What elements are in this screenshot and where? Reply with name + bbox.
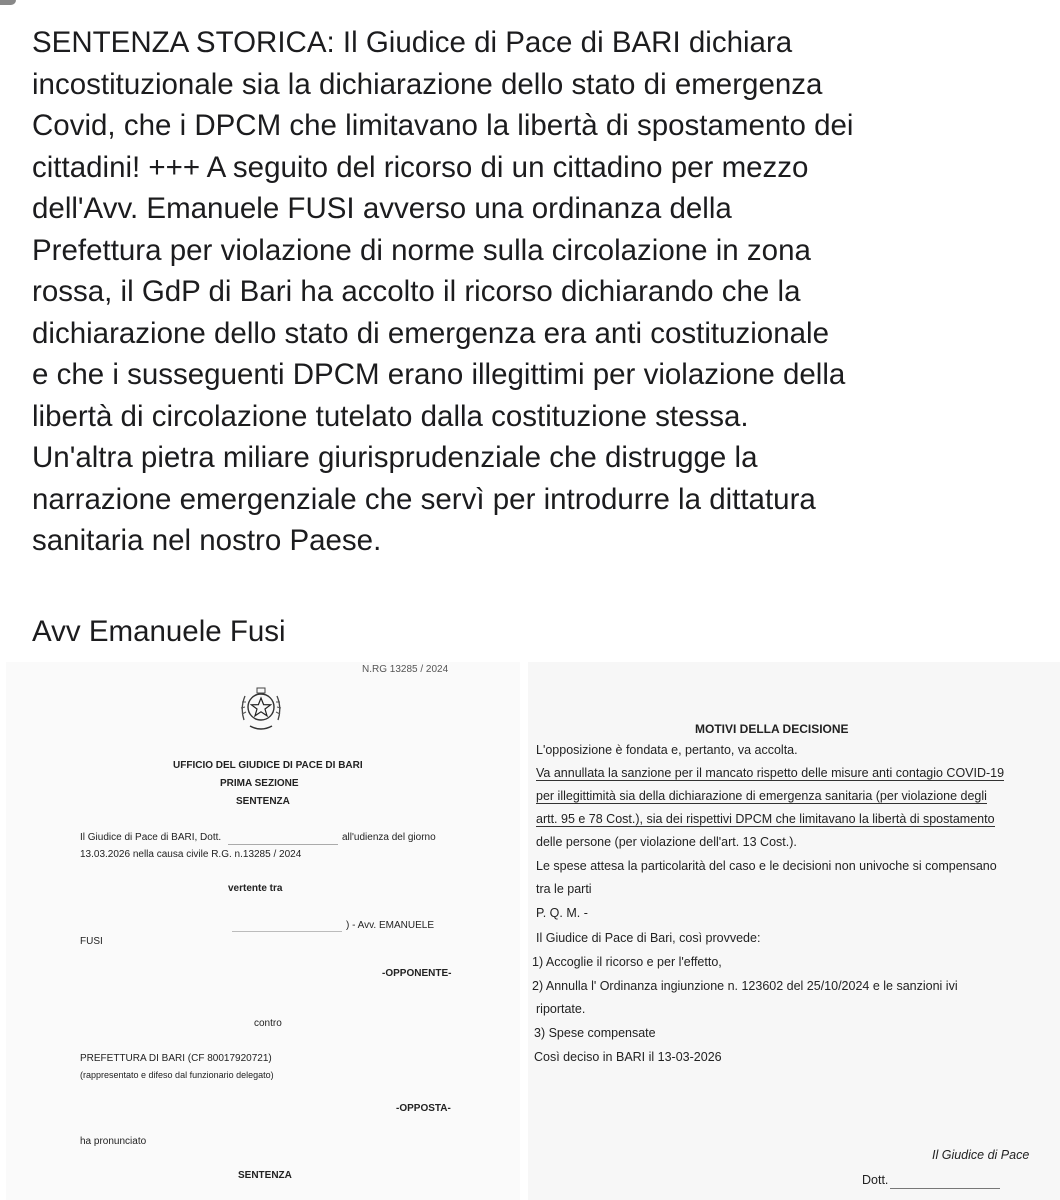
decision-line: Il Giudice di Pace di Bari, così provvede: bbox=[536, 931, 761, 945]
decision-line: Va annullata la sanzione per il mancato rispetto delle misure anti contagio COVID-19 bbox=[536, 766, 1005, 780]
post-line: Un'altra pietra miliare giurisprudenziale che distrugge la bbox=[32, 441, 758, 474]
office-heading: UFFICIO DEL GIUDICE DI PACE DI BARI bbox=[173, 760, 363, 771]
decision-heading: MOTIVI DELLA DECISIONE bbox=[695, 722, 849, 736]
against-label: contro bbox=[254, 1018, 282, 1029]
decision-line: riportate. bbox=[536, 1002, 586, 1016]
signature-name: Dott. bbox=[862, 1173, 889, 1187]
post-line: e che i susseguenti DPCM erano illegittimi per violazione della bbox=[32, 358, 846, 391]
judge-intro: Il Giudice di Pace di BARI, Dott. bbox=[80, 832, 222, 843]
decision-line: Così deciso in BARI il 13-03-2026 bbox=[534, 1050, 722, 1064]
post-line: narrazione emergenziale che servì per introdurre la dittatura bbox=[32, 482, 816, 516]
decision-line: tra le parti bbox=[536, 882, 592, 896]
opponent-label: -OPPONENTE- bbox=[382, 968, 452, 979]
decision-line: L'opposizione è fondata e, pertanto, va accolta. bbox=[536, 743, 798, 757]
section-heading: PRIMA SEZIONE bbox=[220, 778, 299, 789]
post-line: rossa, il GdP di Bari ha accolto il ricorso dichiarando che la bbox=[32, 275, 801, 308]
post-line: dichiarazione dello stato di emergenza era anti costituzionale bbox=[32, 316, 829, 350]
decision-line: P. Q. M. - bbox=[536, 906, 588, 920]
lawyer-surname: FUSI bbox=[80, 936, 103, 947]
top-edge-fragment bbox=[0, 0, 16, 5]
post-line: cittadini! +++ A seguito del ricorso di un cittadino per mezzo bbox=[32, 150, 809, 184]
decision-line: artt. 95 e 78 Cost.), sia dei rispettivi DPCM che limitavano la libertà di spostamento bbox=[536, 812, 995, 826]
decision-line: Le spese attesa la particolarità del caso e le decisioni non univoche si compensano bbox=[536, 859, 997, 873]
post-line: libertà di circolazione tutelato dalla costituzione stessa. bbox=[32, 399, 749, 433]
post-line: SENTENZA STORICA: Il Giudice di Pace di BARI dichiara bbox=[32, 26, 793, 59]
hearing-date: 13.03.2026 nella causa civile R.G. n.13285 / 2024 bbox=[80, 849, 302, 860]
post-line: sanitaria nel nostro Paese. bbox=[32, 524, 382, 557]
between-label: vertente tra bbox=[228, 883, 283, 894]
post-line: dell'Avv. Emanuele FUSI avverso una ordinanza della bbox=[32, 192, 732, 225]
signature-title: Il Giudice di Pace bbox=[932, 1148, 1030, 1162]
signature-line bbox=[890, 1188, 1000, 1189]
post-author: Avv Emanuele Fusi bbox=[32, 615, 286, 648]
decision-line: delle persone (per violazione dell'art. 13 Cost.). bbox=[536, 835, 797, 849]
prefecture-representation: (rappresentato e difeso dal funzionario delegato) bbox=[80, 1070, 274, 1080]
post-line: incostituzionale sia la dichiarazione dello stato di emergenza bbox=[32, 67, 823, 101]
decision-line: per illegittimità sia della dichiarazione di emergenza sanitaria (per violazione degli bbox=[536, 789, 987, 803]
decision-line: 1) Accoglie il ricorso e per l'effetto, bbox=[532, 955, 722, 969]
post-line: Covid, che i DPCM che limitavano la libertà di spostamento dei bbox=[32, 109, 854, 142]
redaction-line bbox=[232, 931, 342, 932]
document-page-right[interactable] bbox=[528, 662, 1060, 1200]
pronounced-text: ha pronunciato bbox=[80, 1136, 147, 1147]
hearing-text: all'udienza del giorno bbox=[342, 832, 436, 843]
decision-line: 3) Spese compensate bbox=[534, 1026, 656, 1040]
post-text bbox=[32, 22, 1042, 562]
decision-line: 2) Annulla l' Ordinanza ingiunzione n. 123602 del 25/10/2024 e le sanzioni ivi bbox=[532, 979, 958, 993]
doc-type-heading: SENTENZA bbox=[236, 796, 290, 807]
prefecture-name: PREFETTURA DI BARI (CF 80017920721) bbox=[80, 1053, 272, 1064]
sentence-heading: SENTENZA bbox=[238, 1170, 292, 1181]
italian-emblem-icon bbox=[232, 680, 290, 736]
lawyer-name: ) - Avv. EMANUELE bbox=[346, 920, 434, 931]
opposed-label: -OPPOSTA- bbox=[396, 1103, 451, 1114]
case-number: N.RG 13285 / 2024 bbox=[362, 664, 449, 675]
document-page-left[interactable] bbox=[6, 662, 520, 1200]
redaction-line bbox=[228, 844, 338, 845]
post-line: Prefettura per violazione di norme sulla circolazione in zona bbox=[32, 233, 811, 267]
